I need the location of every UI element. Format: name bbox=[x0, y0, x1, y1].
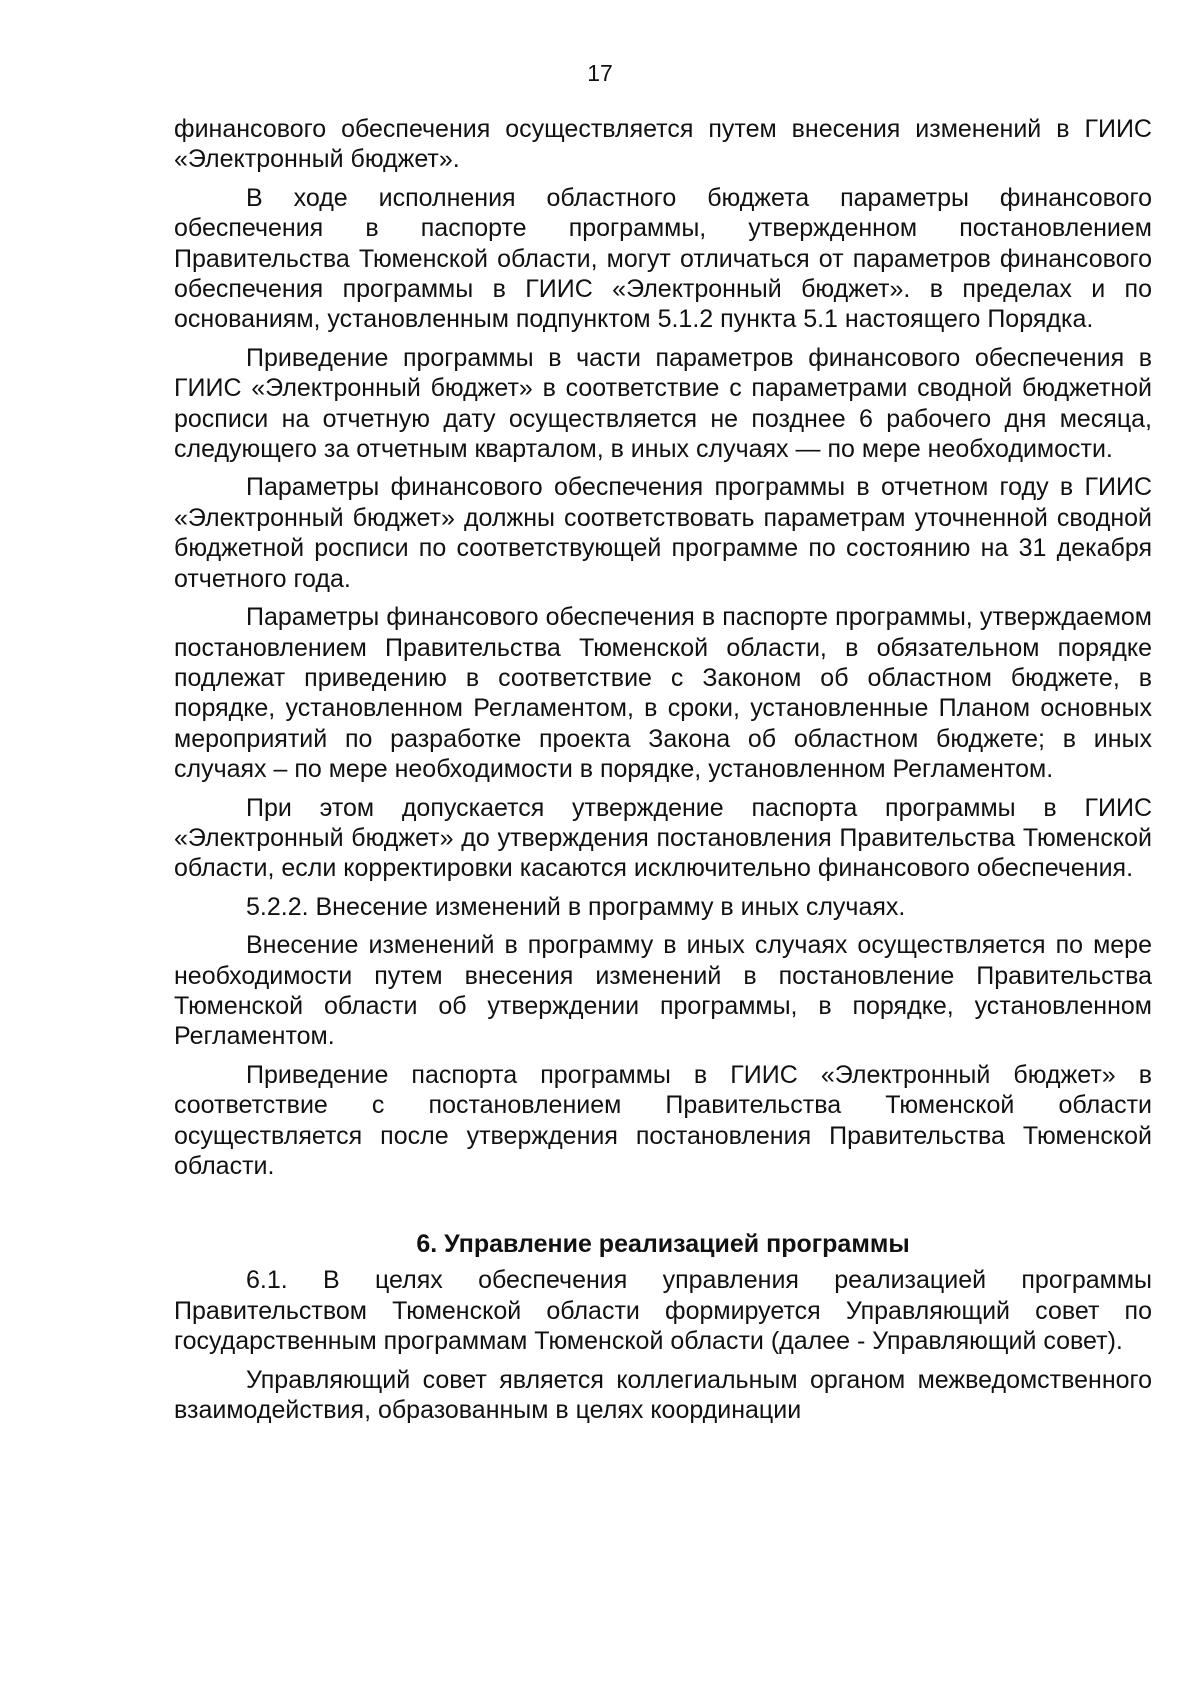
paragraph: Приведение паспорта программы в ГИИС «Электронный бюджет» в соответствие с постановлением Правительства Тюменской области осуществляется после утверждения постановления Правительства Тюменской области. bbox=[174, 1060, 1152, 1180]
paragraph-continuation: финансового обеспечения осуществляется путем внесения изменений в ГИИС «Электронный бюджет». bbox=[174, 115, 1152, 174]
section-heading: 6. Управление реализацией программы bbox=[416, 1230, 910, 1259]
paragraph: Приведение программы в части параметров финансового обеспечения в ГИИС «Электронный бюджет» в соответствие с параметрами сводной бюджетной росписи на отчетную дату осуществляется не позднее 6 рабочего дня месяца, следующего за отчетным кварталом, в иных случаях — по мере необходимости. bbox=[174, 343, 1152, 464]
subsection-title: 5.2.2. Внесение изменений в программу в иных случаях. bbox=[246, 892, 906, 921]
paragraph: Внесение изменений в программу в иных случаях осуществляется по мере необходимости путем внесения изменений в постановление Правительства Тюменской области об утверждении программы, в порядке, установленном Регламентом. bbox=[174, 931, 1152, 1051]
paragraph: В ходе исполнения областного бюджета параметры финансового обеспечения в паспорте программы, утвержденном постановлением Правительства Тюменской области, могут отличаться от параметров финансового обеспечения программы в ГИИС «Электронный бюджет». в пределах и по основаниям, установленным подпунктом 5.1.2 пункта 5.1 настоящего Порядка. bbox=[174, 183, 1152, 334]
paragraph: Параметры финансового обеспечения программы в отчетном году в ГИИС «Электронный бюджет» должны соответствовать параметрам уточненной сводной бюджетной росписи по соответствующей программе по состоянию на 31 декабря отчетного года. bbox=[174, 473, 1152, 593]
paragraph: 6.1. В целях обеспечения управления реализацией программы Правительством Тюменской области формируется Управляющий совет по государственным программам Тюменской области (далее - Управляющий совет). bbox=[174, 1266, 1152, 1356]
paragraph: Параметры финансового обеспечения в паспорте программы, утверждаемом постановлением Правительства Тюменской области, в обязательном порядке подлежат приведению в соответствие с Законом об областном бюджете, в порядке, установленном Регламентом, в сроки, установленные Планом основных мероприятий по разработке проекта Закона об областном бюджете; в иных случаях – по мере необходимости в порядке, установленном Регламентом. bbox=[174, 603, 1152, 784]
paragraph: При этом допускается утверждение паспорта программы в ГИИС «Электронный бюджет» до утверждения постановления Правительства Тюменской области, если корректировки касаются исключительно финансового обеспечения. bbox=[174, 793, 1152, 883]
page-number: 17 bbox=[587, 60, 613, 86]
paragraph: Управляющий совет является коллегиальным органом межведомственного взаимодействия, образованным в целях координации bbox=[174, 1365, 1152, 1425]
document-body bbox=[174, 114, 1152, 1433]
